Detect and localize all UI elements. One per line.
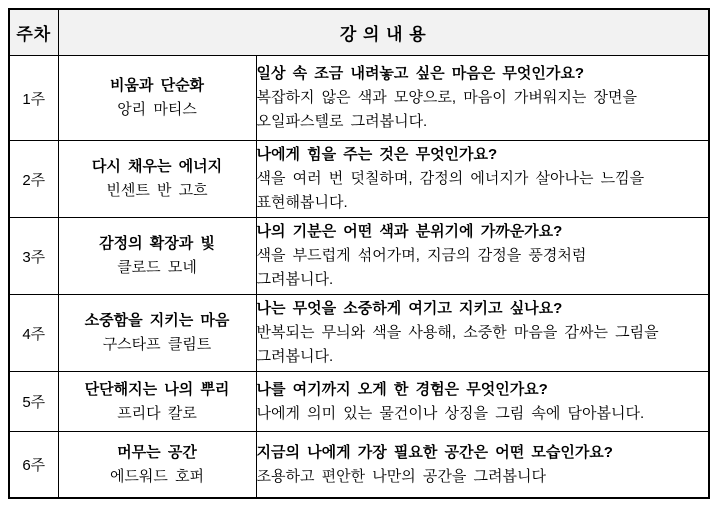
description-cell [256, 432, 709, 499]
header-row [9, 9, 709, 56]
topic-title: 소중함을 지키는 마음 [84, 312, 230, 329]
table-row [9, 372, 709, 432]
description-line: 반복되는 무늬와 색을 사용해, 소중한 마음을 감싸는 그림을 [256, 324, 659, 341]
description-cell [256, 218, 709, 295]
description-cell [256, 372, 709, 432]
topic-title: 머무는 공간 [117, 443, 197, 461]
topic-cell [58, 295, 256, 372]
description-line: 그려봅니다. [256, 348, 334, 365]
topic-title: 비움과 단순화 [109, 77, 205, 94]
topic-cell [58, 141, 256, 218]
question-text: 나를 여기까지 오게 한 경험은 무엇인가요? [256, 380, 548, 398]
table-row [9, 218, 709, 295]
description-line: 나에게 의미 있는 물건이나 상징을 그림 속에 담아봅니다. [256, 404, 645, 422]
question-text: 일상 속 조금 내려놓고 싶은 마음은 무엇인가요? [256, 65, 584, 82]
week-label: 2주 [9, 141, 58, 218]
question-text: 지금의 나에게 가장 필요한 공간은 어떤 모습인가요? [256, 443, 613, 461]
lecture-schedule-table [8, 8, 710, 499]
header-lecture-content: 강 의 내 용 [58, 9, 709, 56]
question-text: 나에게 힘을 주는 것은 무엇인가요? [256, 146, 498, 163]
topic-title: 단단해지는 나의 뿌리 [84, 380, 230, 398]
topic-title: 감정의 확장과 빛 [99, 235, 215, 252]
week-label: 4주 [9, 295, 58, 372]
description-cell [256, 295, 709, 372]
week-label: 6주 [9, 432, 58, 499]
topic-cell [58, 56, 256, 141]
artist-name: 프리다 칼로 [117, 404, 197, 422]
description-line: 표현해봅니다. [256, 194, 348, 211]
header-week: 주차 [9, 9, 58, 56]
artist-name: 구스타프 클림트 [102, 336, 212, 353]
table-row [9, 295, 709, 372]
week-label: 1주 [9, 56, 58, 141]
description-line: 그려봅니다. [256, 271, 334, 288]
table-row [9, 56, 709, 141]
week-label: 3주 [9, 218, 58, 295]
description-cell [256, 56, 709, 141]
topic-cell [58, 432, 256, 499]
artist-name: 에드워드 호퍼 [109, 467, 205, 485]
description-line: 복잡하지 않은 색과 모양으로, 마음이 가벼워지는 장면을 [256, 89, 637, 106]
question-text: 나의 기분은 어떤 색과 분위기에 가까운가요? [256, 223, 563, 240]
artist-name: 빈센트 반 고흐 [106, 182, 208, 199]
description-line: 오일파스텔로 그려봅니다. [256, 113, 428, 130]
topic-title: 다시 채우는 에너지 [91, 158, 223, 175]
topic-cell [58, 218, 256, 295]
description-cell [256, 141, 709, 218]
week-label: 5주 [9, 372, 58, 432]
artist-name: 클로드 모네 [117, 259, 197, 276]
topic-cell [58, 372, 256, 432]
table-row [9, 141, 709, 218]
description-line: 색을 여러 번 덧칠하며, 감정의 에너지가 살아나는 느낌을 [256, 170, 645, 187]
artist-name: 앙리 마티스 [117, 101, 197, 118]
description-line: 색을 부드럽게 섞어가며, 지금의 감정을 풍경처럼 [256, 247, 587, 264]
description-line: 조용하고 편안한 나만의 공간을 그려봅니다 [256, 467, 546, 485]
question-text: 나는 무엇을 소중하게 여기고 지키고 싶나요? [256, 300, 563, 317]
table-row [9, 432, 709, 499]
